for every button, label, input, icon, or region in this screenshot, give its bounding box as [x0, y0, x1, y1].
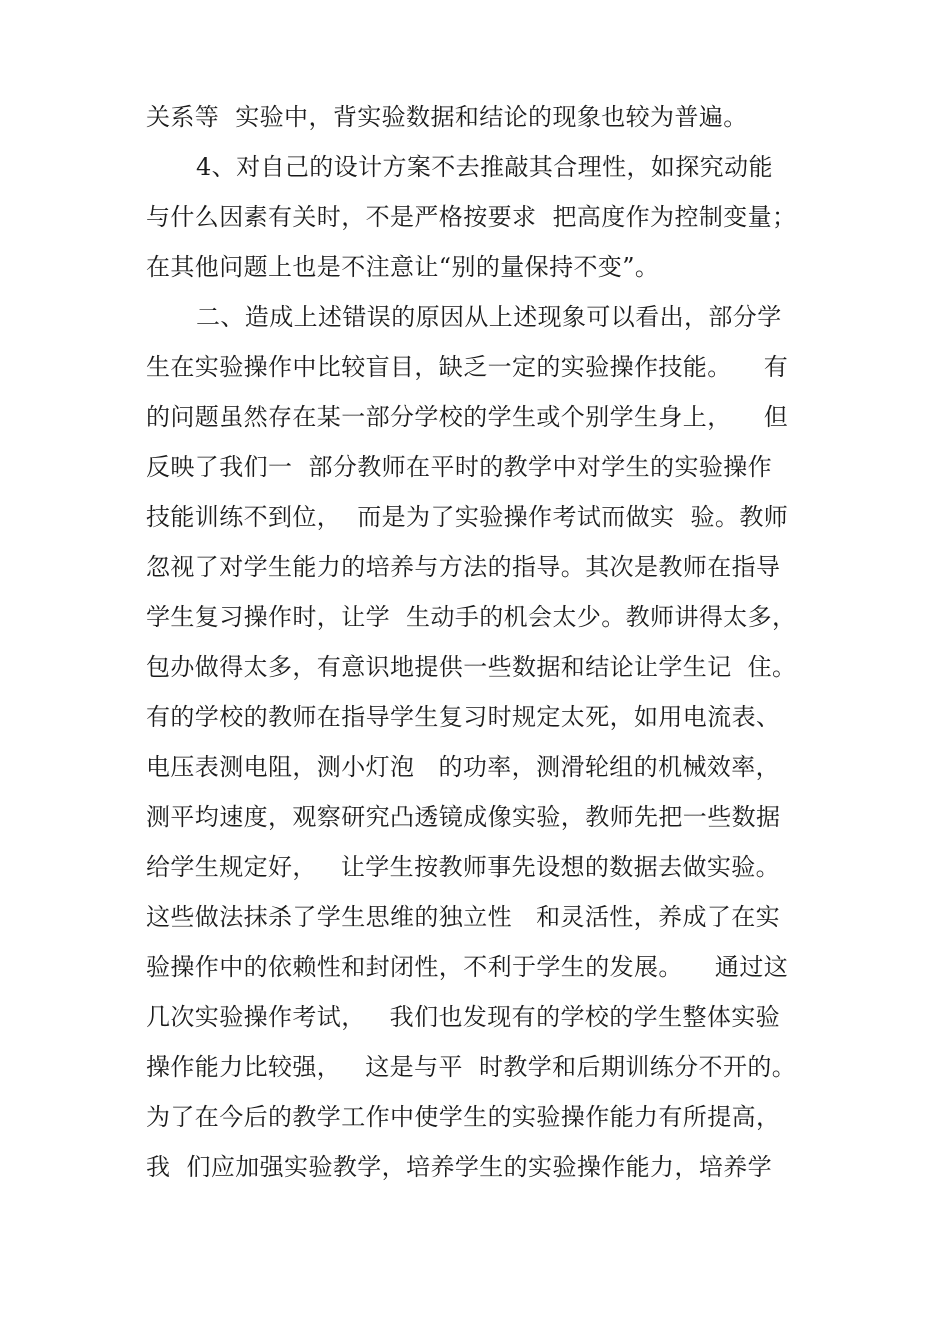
text-line: 在其他问题上也是不注意让“别的量保持不变”。: [146, 253, 660, 281]
text-line: 忽视了对学生能力的培养与方法的指导。其次是教师在指导: [146, 553, 781, 581]
text-line: 二、造成上述错误的原因从上述现象可以看出，部分学: [196, 303, 782, 331]
text-line: 与什么因素有关时，不是严格按要求 把高度作为控制变量；: [146, 203, 797, 231]
text-line: 操作能力比较强， 这是与平 时教学和后期训练分不开的。: [146, 1053, 797, 1081]
text-line: 给学生规定好， 让学生按教师事先设想的数据去做实验。: [146, 853, 781, 881]
text-line: 4、对自己的设计方案不去推敲其合理性，如探究动能: [196, 153, 773, 181]
text-line: 关系等 实验中，背实验数据和结论的现象也较为普遍。: [146, 103, 748, 131]
text-line: 这些做法抹杀了学生思维的独立性 和灵活性，养成了在实: [146, 903, 781, 931]
text-line: 的问题虽然存在某一部分学校的学生或个别学生身上， 但: [146, 403, 789, 431]
text-line: 验操作中的依赖性和封闭性，不利于学生的发展。 通过这: [146, 953, 789, 981]
text-line: 测平均速度，观察研究凸透镜成像实验，教师先把一些数据: [146, 803, 781, 831]
text-line: 生在实验操作中比较盲目，缺乏一定的实验操作技能。 有: [146, 353, 789, 381]
text-line: 为了在今后的教学工作中使学生的实验操作能力有所提高，: [146, 1103, 781, 1131]
text-line: 包办做得太多，有意识地提供一些数据和结论让学生记 住。: [146, 653, 797, 681]
text-line: 技能训练不到位， 而是为了实验操作考试而做实 验。教师: [146, 503, 789, 531]
text-line: 有的学校的教师在指导学生复习时规定太死，如用电流表、: [146, 703, 781, 731]
text-line: 我 们应加强实验教学，培养学生的实验操作能力，培养学: [146, 1153, 773, 1181]
text-line: 学生复习操作时，让学 生动手的机会太少。教师讲得太多，: [146, 603, 797, 631]
text-line: 电压表测电阻，测小灯泡 的功率，测滑轮组的机械效率，: [146, 753, 781, 781]
text-line: 几次实验操作考试， 我们也发现有的学校的学生整体实验: [146, 1003, 781, 1031]
text-line: 反映了我们一 部分教师在平时的教学中对学生的实验操作: [146, 453, 773, 481]
